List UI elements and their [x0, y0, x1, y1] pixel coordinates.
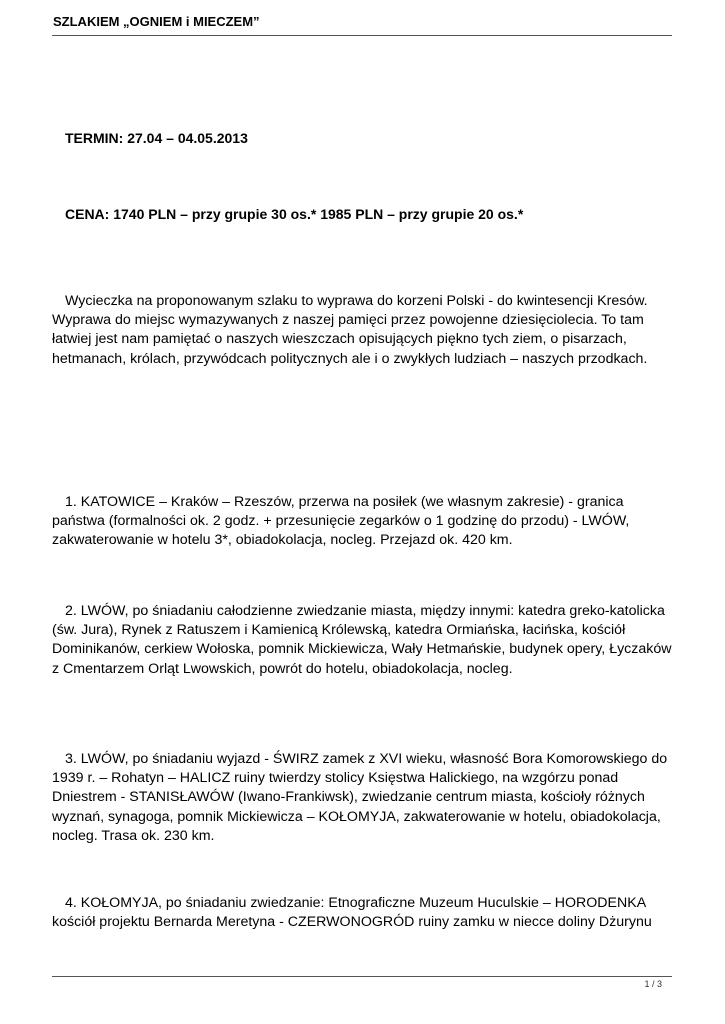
header-divider	[52, 35, 672, 36]
itinerary-day-1: 1. KATOWICE – Kraków – Rzeszów, przerwa na posiłek (we własnym zakresie) - granica państwa (formalności ok. 2 godz. + przesunięcie zegarków o 1 godzinę do przodu) - LWÓW, zakwaterowanie w hotelu 3*, obiadokolacja, nocleg. Przejazd ok. 420 km.	[52, 494, 630, 549]
itinerary-day-4: 4. KOŁOMYJA, po śniadaniu zwiedzanie: Etnograficzne Muzeum Huculskie – HORODENKA kościół projektu Bernarda Meretyna - CZERWONOGRÓD ruiny zamku w niecce doliny Dżurynu	[52, 895, 652, 931]
document-header-title: SZLAKIEM „OGNIEM i MIECZEM”	[53, 14, 260, 29]
trip-dates: TERMIN: 27.04 – 04.05.2013	[65, 130, 248, 146]
itinerary-day-3: 3. LWÓW, po śniadaniu wyjazd - ŚWIRZ zamek z XVI wieku, własność Bora Komorowskiego do 1939 r. – Rohatyn – HALICZ ruiny twierdzy stolicy Księstwa Halickiego, na wzgórzu ponad Dniestrem - STANISŁAWÓW (Iwano-Frankiwsk), zwiedzanie centrum miasta, kościoły różnych wyznań, synagoga, pomnik Mickiewicza – KOŁOMYJA, zakwaterowanie w hotelu, obiadokolacja, nocleg. Trasa ok. 230 km.	[52, 751, 668, 844]
itinerary-day-2: 2. LWÓW, po śniadaniu całodzienne zwiedzanie miasta, między innymi: katedra greko-katolicka (św. Jura), Rynek z Ratuszem i Kamienicą Królewską, katedra Ormiańska, łacińska, kościół Dominikanów, cerkiew Wołoska, pomnik Mickiewicza, Wały Hetmańskie, budynek opery, Łyczaków z Cmentarzem Orląt Lwowskich, powrót do hotelu, obiadokolacja, nocleg.	[52, 603, 672, 677]
footer-divider	[52, 976, 672, 977]
page-number: 1 / 3	[644, 979, 662, 989]
trip-price: CENA: 1740 PLN – przy grupie 30 os.* 1985 PLN – przy grupie 20 os.*	[65, 206, 524, 222]
intro-paragraph: Wycieczka na proponowanym szlaku to wyprawa do korzeni Polski - do kwintesencji Kresów. Wyprawa do miejsc wymazywanych z naszej pamięci przez powojenne dziesięciolecia. To tam łatwiej jest nam pamiętać o naszych wieszczach opisujących piękno tych ziem, o pisarzach, hetmanach, królach, przywódcach politycznych ale i o zwykłych ludziach – naszych przodkach.	[52, 293, 648, 367]
